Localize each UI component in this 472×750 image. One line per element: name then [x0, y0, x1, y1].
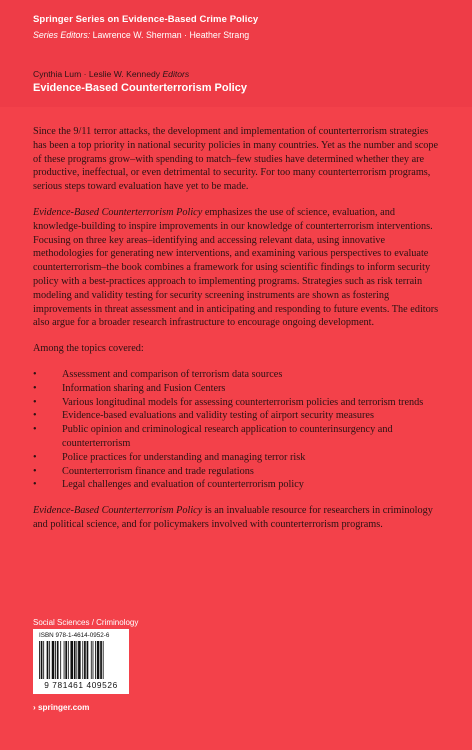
- barcode-bar: [100, 641, 102, 679]
- barcode-bar: [39, 641, 40, 679]
- topic-text: Information sharing and Fusion Centers: [62, 382, 226, 394]
- book-editors: [33, 69, 189, 79]
- isbn-label: ISBN 978-1-4614-0952-6: [39, 632, 110, 639]
- barcode-bar: [78, 641, 81, 679]
- topic-item: [33, 451, 443, 465]
- barcode-bar: [65, 641, 67, 679]
- barcode-bar: [95, 641, 96, 679]
- website-link[interactable]: › springer.com: [33, 703, 90, 712]
- blurb-body: [33, 125, 443, 544]
- topic-text: Assessment and comparison of terrorism data sources: [62, 368, 283, 380]
- isbn-barcode: [33, 629, 129, 694]
- closing-book-title: Evidence-Based Counterterrorism Policy: [33, 505, 203, 517]
- barcode-bar: [55, 641, 56, 679]
- topics-list: [33, 368, 443, 492]
- topic-text: Public opinion and criminological research application to counterinsurgency and counterterrorism: [62, 424, 393, 449]
- barcode-bar: [76, 641, 77, 679]
- description-paragraph: [33, 206, 443, 330]
- topic-item: [33, 409, 443, 423]
- barcode-bar: [68, 641, 69, 679]
- topic-text: Police practices for understanding and managing terror risk: [62, 451, 306, 463]
- barcode-bar: [70, 641, 73, 679]
- topic-item: [33, 368, 443, 382]
- topic-item: [33, 382, 443, 396]
- barcode-bar: [82, 641, 83, 679]
- bullet-icon: •: [33, 465, 37, 477]
- book-editors-role: Editors: [162, 69, 190, 79]
- bullet-icon: •: [33, 382, 37, 394]
- closing-text: is an invaluable resource for researchers in criminology and political science, and for policymakers involved with counterterrorism programs.: [33, 505, 433, 530]
- topic-text: Counterterrorism finance and trade regulations: [62, 465, 254, 477]
- book-title: Evidence-Based Counterterrorism Policy: [33, 82, 247, 94]
- barcode-bar: [87, 641, 89, 679]
- description-book-title: Evidence-Based Counterterrorism Policy: [33, 206, 203, 218]
- bullet-icon: •: [33, 479, 37, 491]
- barcode-bar: [41, 641, 43, 679]
- series-title: Springer Series on Evidence-Based Crime Policy: [33, 14, 259, 25]
- intro-paragraph: Since the 9/11 terror attacks, the development and implementation of counterterrorism strategies has been a top priority in national security policies in many countries. Yet as the number and scope of these programs grow–with spending to match–few studies have determined whether they are productive, ineffectual, or even detrimental to security. For too many counterterrorism programs, serious steps toward evaluation have yet to be made.: [33, 126, 439, 193]
- barcode-digits: 9 781461 409526: [44, 680, 118, 690]
- barcode-bar: [57, 641, 59, 679]
- barcode-bar: [47, 641, 49, 679]
- barcode-bar: [91, 641, 92, 679]
- barcode-bar: [84, 641, 86, 679]
- topic-text: Various longitudinal models for assessing counterterrorism policies and terrorism trends: [62, 396, 424, 408]
- bullet-icon: •: [33, 368, 37, 380]
- book-editors-names: Cynthia Lum · Leslie W. Kennedy: [33, 69, 163, 79]
- barcode-bar: [49, 641, 50, 679]
- topic-item: [33, 478, 443, 492]
- bullet-icon: •: [33, 451, 37, 463]
- barcode-bar: [103, 641, 104, 679]
- subject-category: Social Sciences / Criminology: [33, 618, 139, 627]
- barcode-bar: [52, 641, 55, 679]
- series-editors: [33, 30, 249, 40]
- barcode-bar: [97, 641, 100, 679]
- topic-text: Evidence-based evaluations and validity testing of airport security measures: [62, 410, 374, 422]
- barcode-bar: [74, 641, 76, 679]
- barcode-graphic: [39, 641, 123, 679]
- topic-item: [33, 465, 443, 479]
- closing-paragraph: [33, 504, 443, 532]
- topic-item: [33, 423, 443, 451]
- barcode-bar: [60, 641, 61, 679]
- bullet-icon: •: [33, 424, 37, 436]
- series-editors-label: Series Editors:: [33, 30, 91, 40]
- bullet-icon: •: [33, 410, 37, 422]
- series-editors-names: Lawrence W. Sherman · Heather Strang: [90, 30, 250, 40]
- topic-item: [33, 396, 443, 410]
- topic-text: Legal challenges and evaluation of counterterrorism policy: [62, 479, 304, 491]
- barcode-bar: [43, 641, 44, 679]
- description-text: emphasizes the use of science, evaluation, and knowledge-building to inspire improvements in our knowledge of counterterrorism interventions. Focusing on three key areas–identifying and accessing relevant data, using innovative methodologies for generating new interventions, and examining various perspectives to evaluate counterterrorism–the book combines a framework for using scientific findings to inform security policy with a best-practices approach to implementing programs. Strategies such as risk terrain modeling and validity testing for security screening instruments are shown as fostering improvements in threat assessment and in anticipating and responding to future events. The editors also argue for a broader research infrastructure to encourage ongoing development.: [33, 206, 439, 329]
- topics-intro: Among the topics covered:: [33, 343, 144, 355]
- barcode-bar: [93, 641, 94, 679]
- bullet-icon: •: [33, 396, 37, 408]
- barcode-bar: [64, 641, 65, 679]
